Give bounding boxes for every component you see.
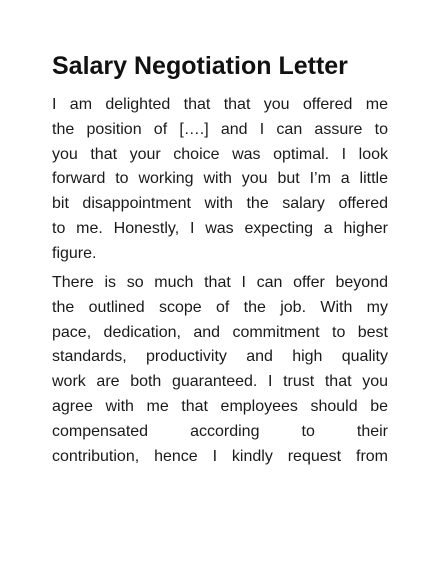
paragraph-line: I am delighted that that you offered me: [52, 96, 388, 113]
paragraph-line: to me. Honestly, I was expecting a higher: [52, 219, 388, 237]
paragraph-line: agree with me that employees should be: [52, 397, 388, 415]
paragraph-line: bit disappointment with the salary offered: [52, 195, 388, 213]
paragraph-line: standards, productivity and high quality: [52, 348, 388, 366]
paragraph-line: contribution, hence I kindly request from: [52, 447, 388, 465]
paragraph-line: the outlined scope of the job. With my: [52, 298, 388, 316]
document-title: Salary Negotiation Letter: [52, 52, 348, 80]
paragraph-line: the position of [….] and I can assure to: [52, 120, 388, 138]
paragraph-line: forward to working with you but I’m a little: [52, 170, 388, 188]
paragraph-line: compensated according to their: [52, 422, 388, 440]
paragraph-line: work are both guaranteed. I trust that you: [52, 373, 388, 391]
paragraph-line: figure.: [52, 244, 97, 262]
paragraph-1: [52, 93, 388, 267]
paragraph-line: you that your choice was optimal. I look: [52, 145, 388, 163]
paragraph-line: pace, dedication, and commitment to best: [52, 323, 388, 341]
paragraph-2: [52, 271, 388, 469]
paragraph-line: There is so much that I can offer beyond: [52, 274, 388, 291]
